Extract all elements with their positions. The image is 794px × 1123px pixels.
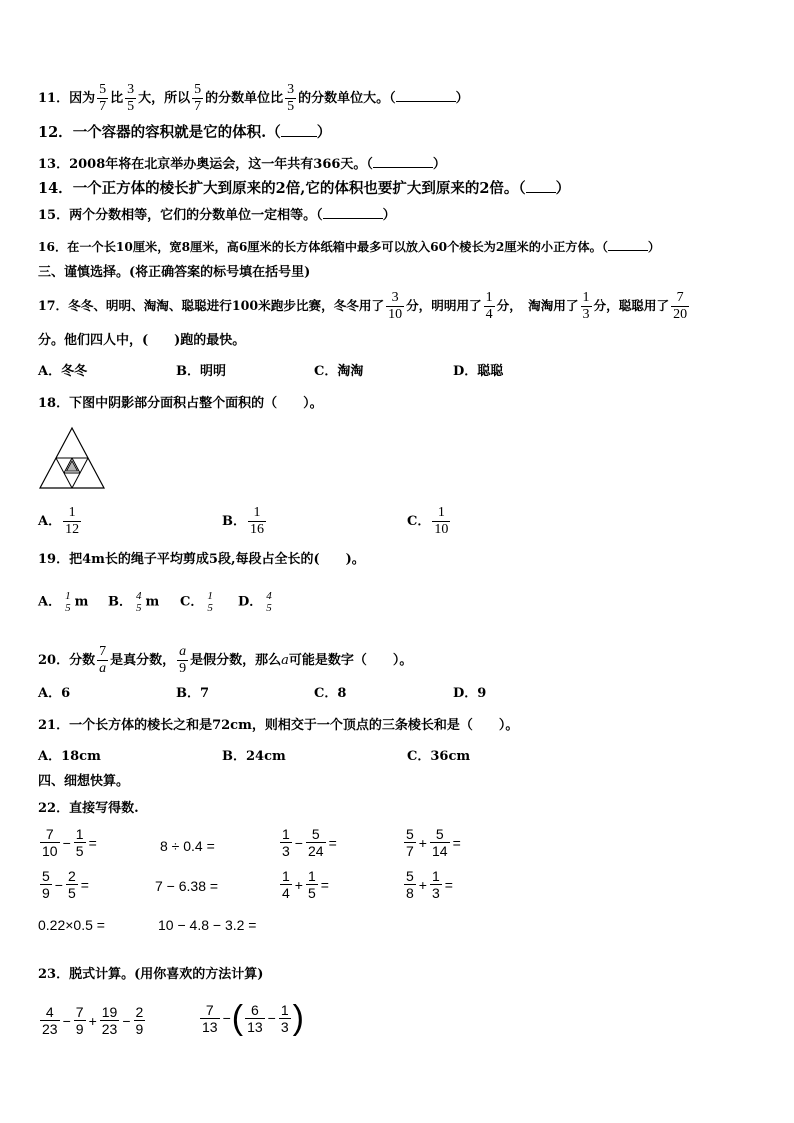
question-text: 把4m长的绳子平均剪成5段,每段占全长的( )。 — [69, 552, 365, 567]
calc-expression: 10 − 4.8 − 3.2 = — [158, 917, 257, 933]
answer-blank[interactable] — [323, 206, 383, 219]
question-number: 14． — [38, 180, 73, 197]
question-number: 13． — [38, 157, 70, 172]
calc-expression: $\frac{1}{3}$ − $\frac{5}{24}$ = — [282, 826, 337, 859]
option-a[interactable]: A． 1 5 m — [38, 590, 89, 614]
section-heading-3: 三、谨慎选择。(将正确答案的标号填在括号里) — [38, 265, 311, 280]
question-number: 18． — [38, 396, 70, 411]
option-d[interactable]: D．聪聪 — [453, 364, 504, 379]
question-number: 23． — [38, 967, 70, 982]
fraction: $\frac{5}{7}$ — [99, 82, 107, 114]
option-b[interactable]: B．明明 — [176, 364, 226, 379]
question-text: 冬冬、明明、淘淘、聪聪进行100米跑步比赛，冬冬用了 — [68, 298, 385, 313]
fraction: $\frac{5}{7}$ — [194, 82, 202, 114]
answer-blank[interactable] — [396, 89, 456, 102]
question-text: 一个正方体的棱长扩大到原来的2倍,它的体积也要扩大到原来的2倍。（ — [72, 180, 526, 197]
question-text: 因为 — [69, 91, 96, 106]
question-22 — [38, 800, 139, 818]
answer-blank[interactable] — [281, 124, 317, 137]
calc-expression: $\frac{5}{8}$ + $\frac{1}{3}$ = — [406, 868, 453, 901]
option-b[interactable]: B．24cm — [222, 749, 286, 764]
answer-blank[interactable] — [608, 238, 648, 251]
option-a[interactable]: A． $\frac{1}{12}$ — [38, 505, 80, 537]
option-b[interactable]: B． $\frac{1}{16}$ — [222, 505, 264, 537]
triangle-figure — [38, 424, 106, 490]
calc-expression: $\frac{4}{23}$ − $\frac{7}{9}$ + $\frac{19}{23}$ − $\frac{2}{9}$ — [42, 1004, 144, 1037]
question-number: 15． — [38, 208, 70, 223]
question-text: 一个容器的容积就是它的体积.（ — [72, 124, 281, 141]
question-11: 11．因为 $\frac{5}{7}$ 比 $\frac{3}{5}$ 大，所以 $\frac{5}{7}$ 的分数单位比 $\frac{3}{5}$ 的分数单位大。（ ） — [38, 82, 469, 114]
question-20: 20．分数 $\frac{7}{a}$ 是真分数， $\frac{a}{9}$ 是假分数，那么a可能是数字（ ）。 — [38, 644, 413, 676]
fraction: $\frac{3}{10}$ — [388, 290, 403, 322]
calc-expression: 8 ÷ 0.4 = — [160, 838, 215, 854]
fraction: $\frac{3}{5}$ — [127, 82, 135, 114]
option-d[interactable]: D． 4 5 — [238, 590, 272, 614]
question-14: 14．一个正方体的棱长扩大到原来的2倍,它的体积也要扩大到原来的2倍。（ ） — [38, 180, 571, 197]
option-a[interactable]: A．18cm — [38, 749, 101, 764]
calc-expression: 7 − 6.38 = — [155, 878, 219, 894]
question-number: 11． — [38, 91, 70, 106]
fraction: $\frac{1}{4}$ — [485, 290, 493, 322]
question-15: 15．两个分数相等，它们的分数单位一定相等。（ ） — [38, 208, 396, 223]
option-b[interactable]: B．7 — [176, 686, 210, 701]
question-number: 20． — [38, 653, 70, 668]
fraction: $\frac{1}{3}$ — [582, 290, 590, 322]
question-number: 17． — [38, 298, 69, 313]
fraction: $\frac{7}{20}$ — [673, 290, 688, 322]
option-a[interactable]: A．冬冬 — [38, 364, 88, 379]
question-21 — [38, 717, 518, 735]
fraction: $\frac{a}{9}$ — [179, 644, 187, 676]
option-c[interactable]: C． 1 5 — [180, 590, 213, 614]
calc-expression: $\frac{5}{9}$ − $\frac{2}{5}$ = — [42, 868, 89, 901]
question-text: 两个分数相等，它们的分数单位一定相等。（ — [69, 208, 323, 223]
section-heading-4: 四、细想快算。 — [38, 774, 130, 789]
question-19 — [38, 551, 365, 569]
question-text: 2008年将在北京举办奥运会，这一年共有366天。（ — [69, 157, 373, 172]
question-13: 13．2008年将在北京举办奥运会，这一年共有366天。（ ） — [38, 157, 446, 172]
option-c[interactable]: C．淘淘 — [314, 364, 364, 379]
question-18 — [38, 395, 323, 413]
question-number: 12． — [38, 124, 73, 141]
calc-expression: $\frac{1}{4}$ + $\frac{1}{5}$ = — [282, 868, 329, 901]
question-number: 21． — [38, 718, 70, 733]
fraction: $\frac{7}{a}$ — [99, 644, 107, 676]
calc-expression: $\frac{7}{10}$ − $\frac{1}{5}$ = — [42, 826, 97, 859]
question-text: 在一个长10厘米，宽8厘米，高6厘米的长方体纸箱中最多可以放入60个棱长为2厘米的小正方体。（ — [67, 240, 608, 254]
option-d[interactable]: D．9 — [453, 686, 487, 701]
option-a[interactable]: A．6 — [38, 686, 71, 701]
answer-blank[interactable] — [526, 180, 556, 193]
question-17: 17．冬冬、明明、淘淘、聪聪进行100米跑步比赛，冬冬用了 $\frac{3}{10}$ 分，明明用了 $\frac{1}{4}$ 分， 淘淘用了 $\frac{1}{3}$ 分，聪聪用了 $\frac{7}{20}$ — [38, 290, 688, 322]
question-number: 19． — [38, 552, 70, 567]
option-b[interactable]: B． 4 5 m — [108, 590, 160, 614]
question-number: 22． — [38, 801, 70, 816]
calc-expression: 0.22×0.5 = — [38, 917, 105, 933]
option-c[interactable]: C． $\frac{1}{10}$ — [407, 505, 449, 537]
question-17-line2: 分。他们四人中，( )跑的最快。 — [38, 333, 246, 348]
question-16: 16．在一个长10厘米，宽8厘米，高6厘米的长方体纸箱中最多可以放入60个棱长为2厘米的小正方体。（ ） — [38, 240, 661, 254]
question-number: 16． — [38, 240, 68, 254]
question-text: 脱式计算。(用你喜欢的方法计算) — [69, 967, 264, 982]
question-text: 下图中阴影部分面积占整个面积的（ ）。 — [69, 396, 323, 411]
fraction: $\frac{3}{5}$ — [287, 82, 295, 114]
calc-expression: $\frac{5}{7}$ + $\frac{5}{14}$ = — [406, 826, 461, 859]
question-12: 12．一个容器的容积就是它的体积.（ ） — [38, 124, 332, 141]
answer-blank[interactable] — [373, 155, 433, 168]
calc-expression: $\frac{7}{13}$ −( $\frac{6}{13}$ − $\frac{1}{3}$ ) — [202, 999, 304, 1037]
question-text: 一个长方体的棱长之和是72cm，则相交于一个顶点的三条棱长和是（ ）。 — [69, 718, 519, 733]
option-c[interactable]: C．8 — [314, 686, 347, 701]
question-text: 直接写得数. — [69, 801, 139, 816]
option-c[interactable]: C．36cm — [407, 749, 471, 764]
question-23 — [38, 966, 263, 984]
